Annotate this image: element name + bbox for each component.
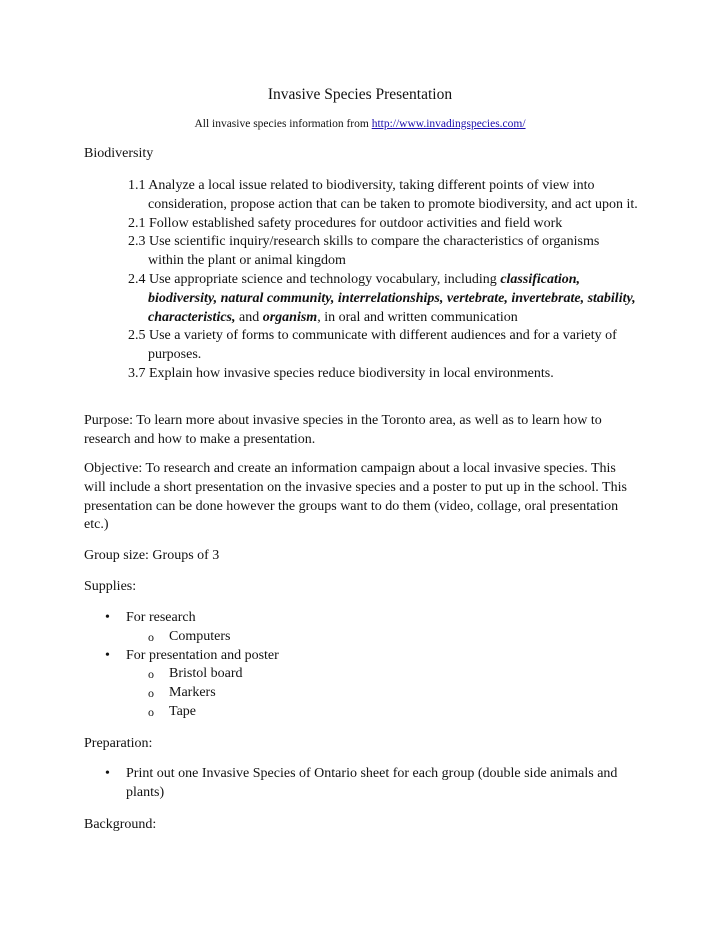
- outcome-item: [128, 327, 638, 365]
- outcome-number: 2.4: [128, 271, 146, 287]
- supply-group-label: For research: [126, 610, 196, 625]
- supply-group: [105, 647, 640, 722]
- biodiversity-heading: Biodiversity: [84, 146, 154, 161]
- preparation-item: • Print out one Invasive Species of Ontario sheet for each group (double side animals and plants): [105, 765, 640, 803]
- outcome-item: [128, 365, 638, 384]
- supplies-list: [105, 609, 640, 722]
- outcome-text: Follow established safety procedures for outdoor activities and field work: [149, 215, 563, 231]
- supply-sublist: [126, 665, 640, 721]
- outcome-number: 2.3: [128, 234, 146, 250]
- vocabulary-term-organism: organism: [262, 309, 318, 325]
- supply-sublist: [126, 628, 640, 647]
- supply-item: o Markers: [126, 684, 640, 703]
- supplies-heading: Supplies:: [84, 579, 137, 594]
- preparation-list: [105, 765, 640, 803]
- supply-item: o Bristol board: [126, 665, 640, 684]
- source-line: [0, 118, 720, 130]
- supply-item: o Computers: [126, 628, 640, 647]
- vocabulary-terms: classification, biodiversity, natural community, interrelationships, vertebrate, invertebrate, stability, characteristics,: [148, 271, 636, 325]
- objective-paragraph: Objective: To research and create an information campaign about a local invasive species. This will include a short presentation on the invasive species and a poster to put up in the school. This presentation can be done however the groups want to do them (video, collage, oral presentation etc.): [84, 461, 627, 533]
- outcome-number: 2.5: [128, 328, 146, 344]
- preparation-heading: Preparation:: [84, 736, 153, 751]
- source-link[interactable]: http://www.invadingspecies.com/: [371, 118, 526, 130]
- outcome-text: Explain how invasive species reduce biodiversity in local environments.: [149, 365, 554, 381]
- outcome-number: 2.1: [128, 215, 146, 231]
- outcome-text-and: and: [235, 309, 263, 325]
- supply-group-label: For presentation and poster: [126, 647, 279, 663]
- background-heading: Background:: [84, 817, 157, 832]
- outcome-item: [128, 271, 638, 327]
- outcome-item: [128, 233, 638, 271]
- outcome-text: Use scientific inquiry/research skills to compare the characteristics of organisms within the plant or animal kingdom: [148, 234, 600, 269]
- outcome-text: , in oral and written communication: [317, 309, 518, 325]
- outcome-text: Use appropriate science and technology vocabulary, including: [149, 271, 501, 287]
- curriculum-outcomes-list: [128, 177, 638, 384]
- page-title: Invasive Species Presentation: [267, 86, 453, 103]
- outcome-item: [128, 177, 638, 215]
- supply-item: o Tape: [126, 703, 640, 722]
- outcome-item: [128, 215, 638, 234]
- source-prefix: All invasive species information from: [194, 118, 372, 130]
- supply-group: [105, 609, 640, 647]
- outcome-text: Analyze a local issue related to biodiversity, taking different points of view into consideration, propose action that can be taken to promote biodiversity, and act upon it.: [148, 178, 638, 212]
- outcome-number: 1.1: [128, 178, 146, 193]
- purpose-paragraph: Purpose: To learn more about invasive species in the Toronto area, as well as to learn how to research and how to make a presentation.: [84, 413, 602, 447]
- group-size-line: Group size: Groups of 3: [84, 548, 220, 563]
- outcome-number: 3.7: [128, 365, 146, 381]
- outcome-text: Use a variety of forms to communicate with different audiences and for a variety of purposes.: [148, 328, 617, 363]
